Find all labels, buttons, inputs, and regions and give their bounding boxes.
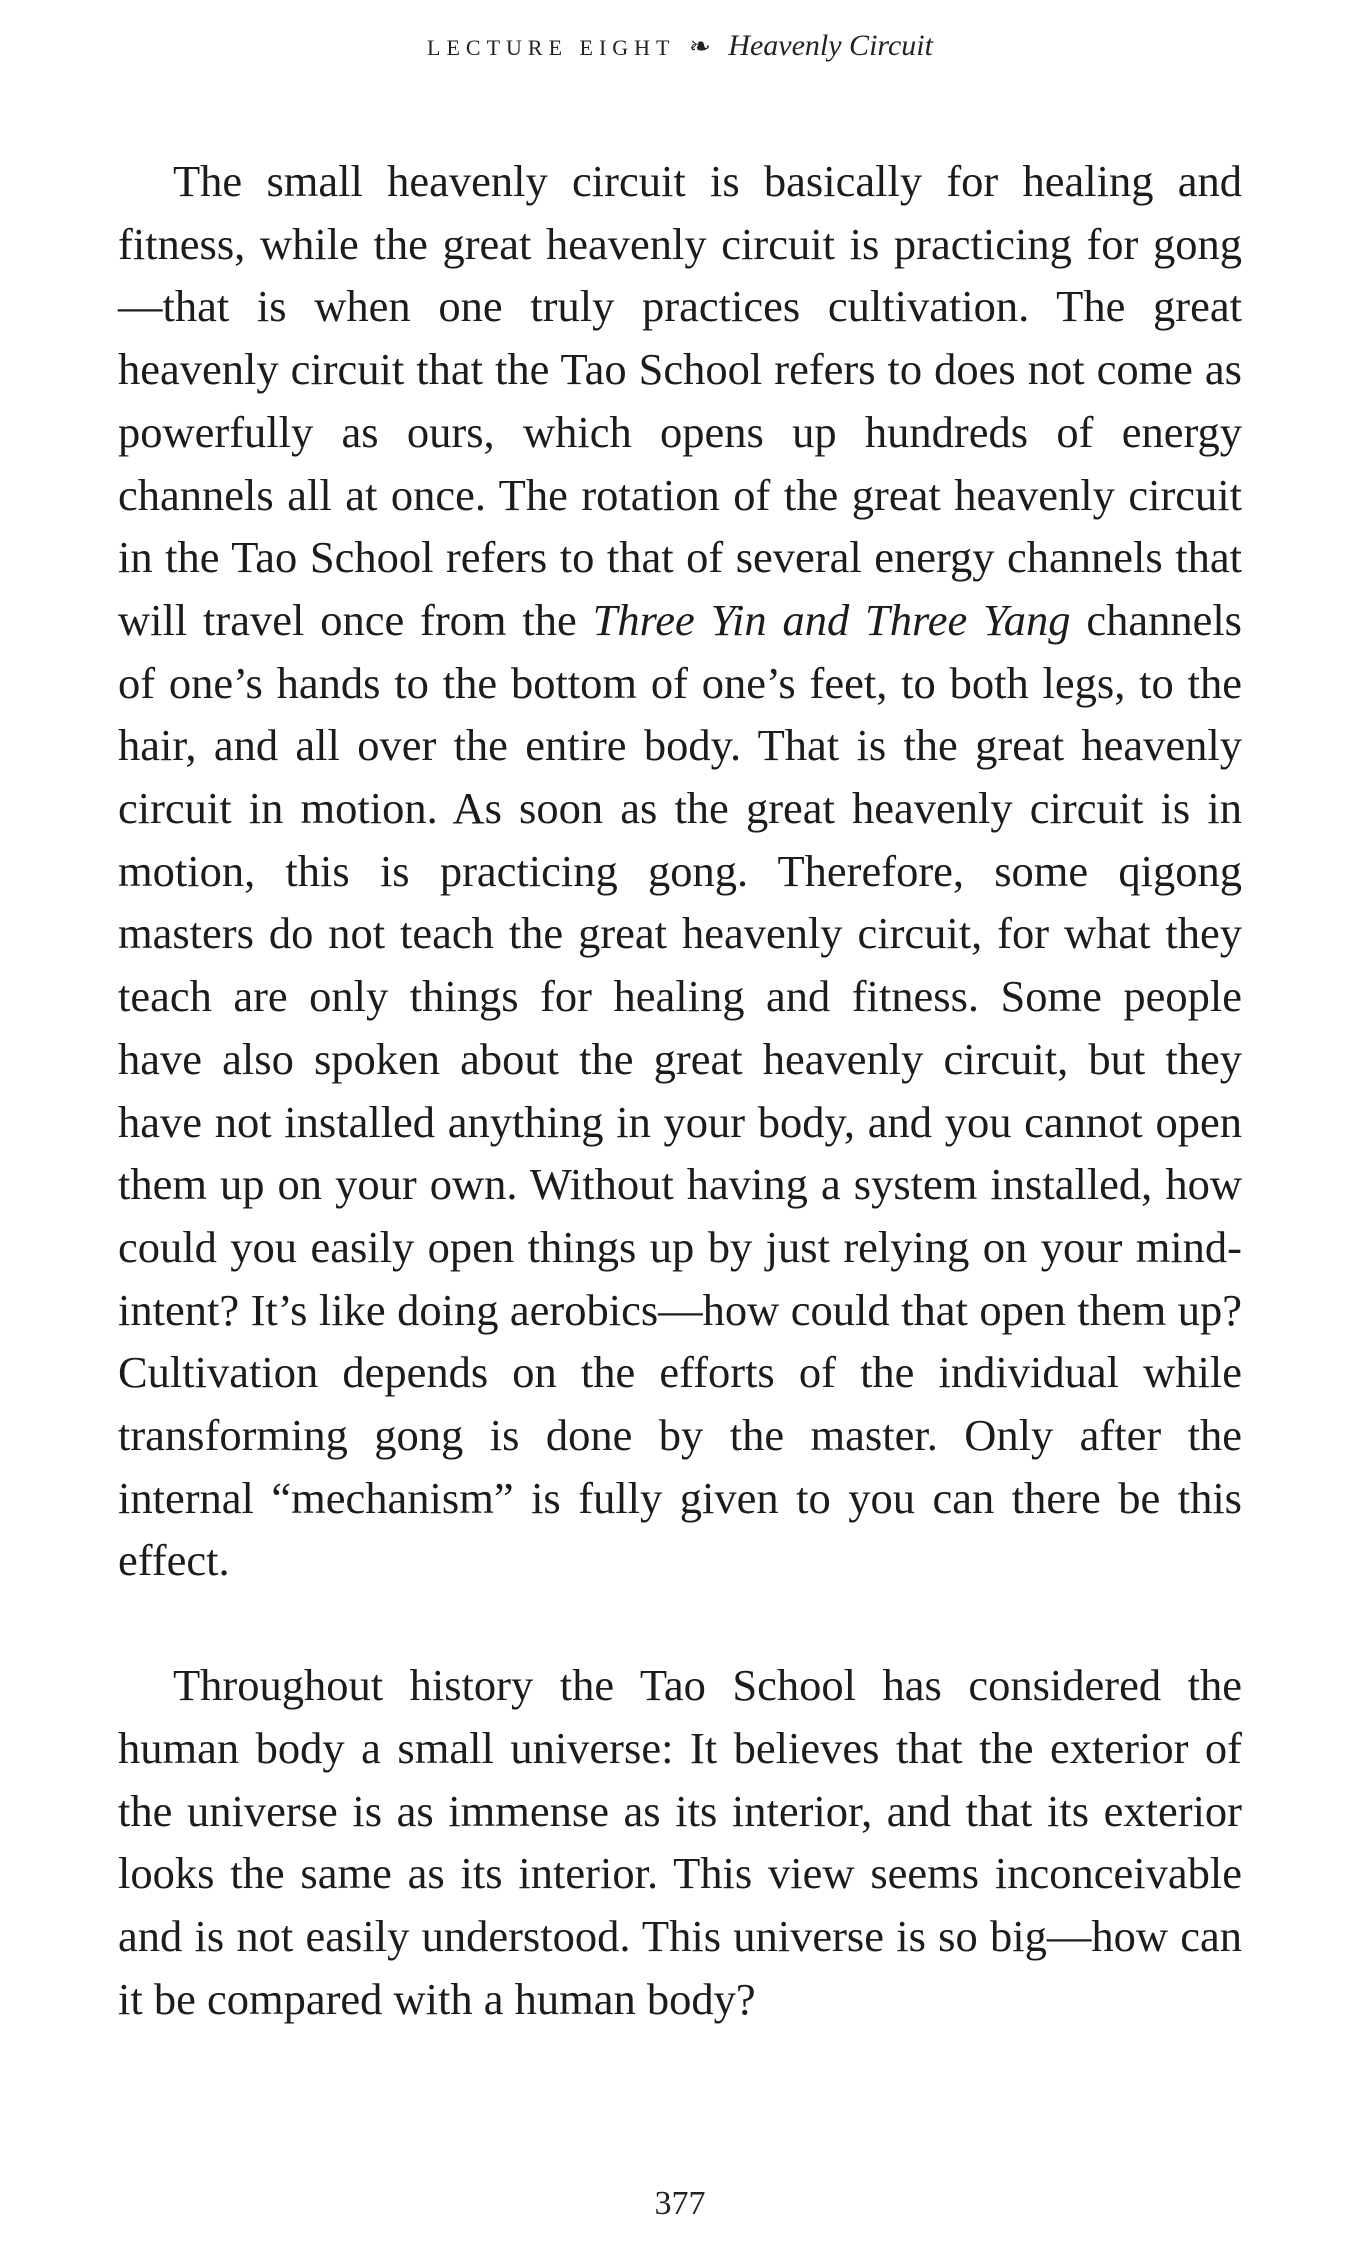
paragraph-1 xyxy=(118,150,1242,1592)
running-head-section-title: Heavenly Circuit xyxy=(728,29,933,62)
fleuron-icon: ❧ xyxy=(689,32,711,61)
paragraph-1-text-start: The small heavenly circuit is basically for healing and fitness, while the great heavenly circuit is practicing for gong—that is when one truly practices cultivation. The great heavenly circuit that the Tao School refers to does not come as powerfully as ours, which opens up hundreds of energy channels all at once. The rotation of the great heavenly circuit in the Tao School refers to that of several energy channels that will travel once from the xyxy=(118,156,1242,645)
paragraph-1-italic-term: Three Yin and Three Yang xyxy=(592,594,1071,645)
paragraph-1-text-end: channels of one’s hands to the bottom of one’s feet, to both legs, to the hair, and all over the entire body. That is the great heavenly circuit in motion. As soon as the great heavenly circuit is in motion, this is practicing gong. Therefore, some qigong masters do not teach the great heavenly circuit, for what they teach are only things for healing and fitness. Some people have also spoken about the great heavenly circuit, but they have not installed anything in your body, and you cannot open them up on your own. Without having a system installed, how could you easily open things up by just relying on your mind-intent? It’s like doing aerobics—how could that open them up? Cultivation depends on the efforts of the individual while transforming gong is done by the master. Only after the internal “mechanism” is fully given to you can there be this effect. xyxy=(118,594,1243,1586)
page-number: 377 xyxy=(654,2185,706,2222)
running-head xyxy=(0,26,1360,68)
running-head-lecture: LECTURE EIGHT xyxy=(427,35,676,60)
paragraph-2: Throughout history the Tao School has considered the human body a small universe: It believes that the exterior of the universe is as immense as its interior, and that its exterior looks the same as its interior. This view seems inconceivable and is not easily understood. This universe is so big—how can it be compared with a human body? xyxy=(118,1660,1242,2024)
body-text xyxy=(118,150,1242,2030)
